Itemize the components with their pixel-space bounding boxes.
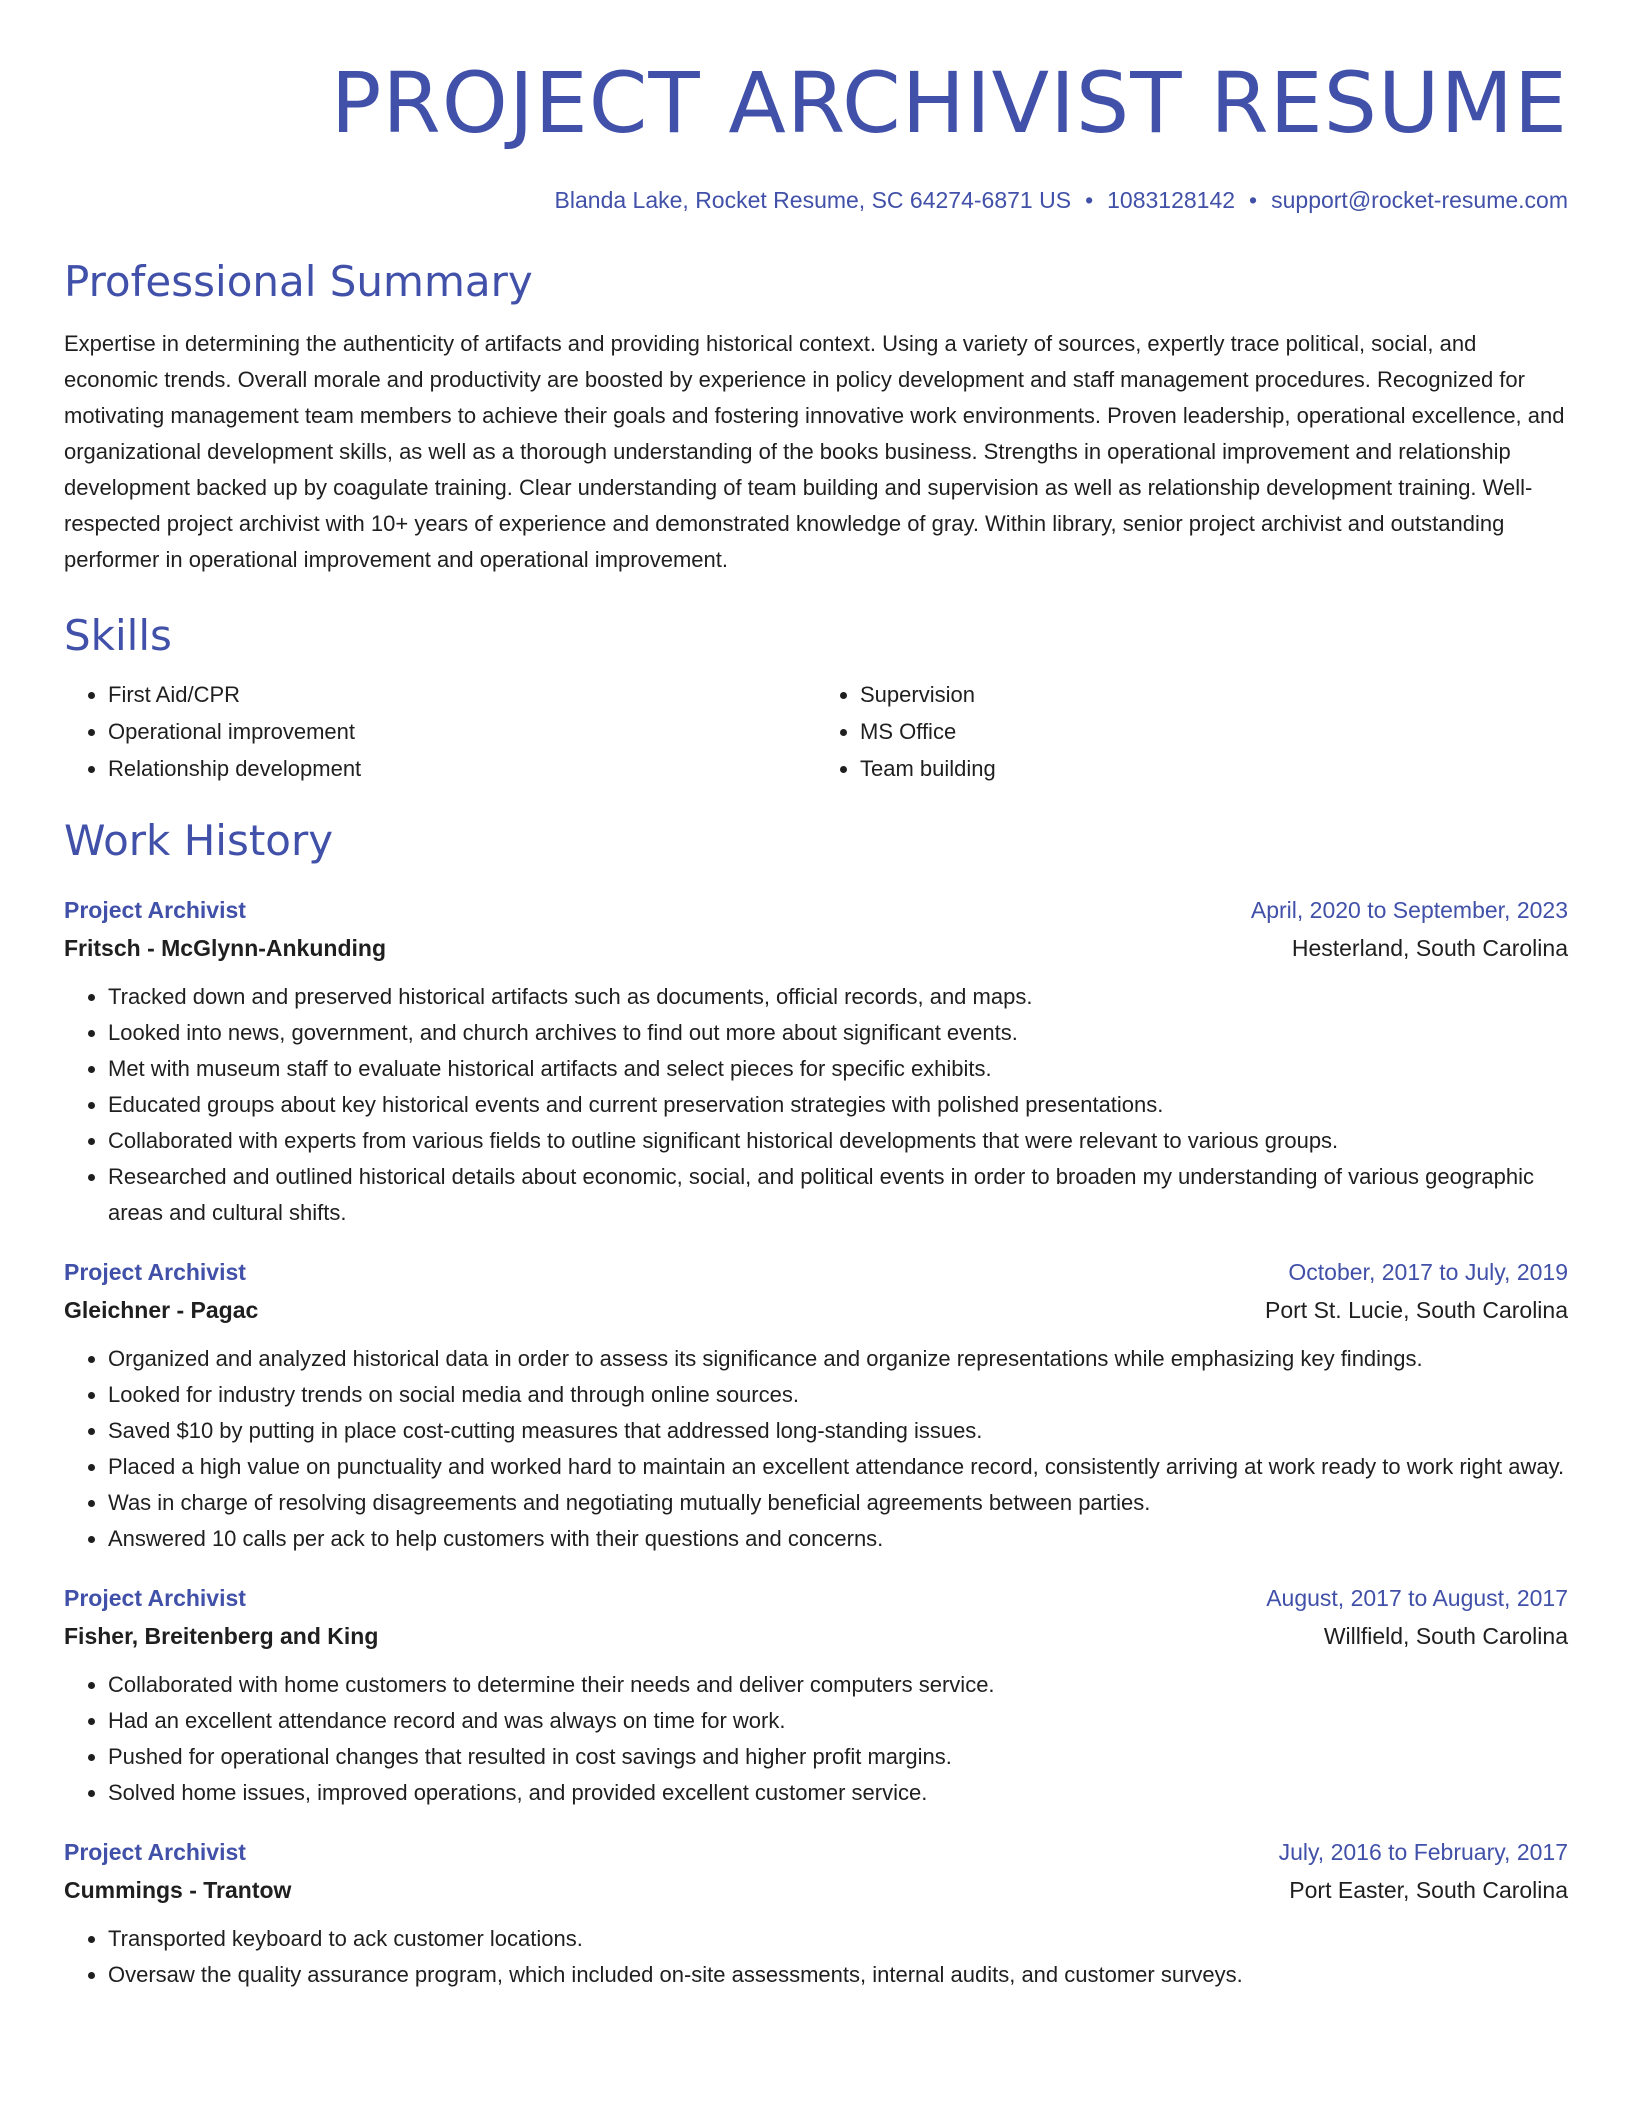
contact-phone[interactable]: 1083128142 (1107, 187, 1236, 213)
job-bullet: • Looked into news, government, and church archives to find out more about significant events. (108, 1015, 1568, 1051)
job-bullets (64, 1667, 1568, 1811)
skills-heading: Skills (64, 611, 172, 660)
job-title: Project Archivist (64, 1585, 246, 1611)
job-entry (64, 1833, 1568, 1993)
skills-column-right (816, 676, 1568, 787)
job-bullet: • Educated groups about key historical events and current preservation strategies with polished presentations. (108, 1087, 1568, 1123)
resume-title: PROJECT ARCHIVIST RESUME (330, 54, 1568, 152)
job-header-row (64, 1579, 1568, 1617)
job-bullet: • Oversaw the quality assurance program, which included on-site assessments, internal audits, and customer surveys. (108, 1957, 1568, 1993)
job-employer-row (64, 1617, 1568, 1655)
job-bullets (64, 1341, 1568, 1557)
job-bullet: • Solved home issues, improved operations, and provided excellent customer service. (108, 1775, 1568, 1811)
job-entry (64, 1579, 1568, 1811)
job-bullet: • Pushed for operational changes that resulted in cost savings and higher profit margins. (108, 1739, 1568, 1775)
contact-address: Blanda Lake, Rocket Resume, SC 64274-6871 US (554, 187, 1072, 213)
job-bullet: • Looked for industry trends on social media and through online sources. (108, 1377, 1568, 1413)
job-dates: October, 2017 to July, 2019 (1288, 1259, 1568, 1285)
skill-item: • Supervision (860, 676, 1568, 713)
job-company: Fritsch - McGlynn-Ankunding (64, 935, 386, 961)
job-bullet: • Tracked down and preserved historical artifacts such as documents, official records, and maps. (108, 979, 1568, 1015)
job-title: Project Archivist (64, 897, 246, 923)
job-bullet: • Had an excellent attendance record and was always on time for work. (108, 1703, 1568, 1739)
job-bullet: • Transported keyboard to ack customer locations. (108, 1921, 1568, 1957)
job-company: Cummings - Trantow (64, 1877, 292, 1903)
summary-text: Expertise in determining the authenticity of artifacts and providing historical context. Using a variety of sources, expertly trace political, social, and economic trends. Overall morale and productivity are boosted by experience in policy development and staff management procedures. Recognized for motivating management team members to achieve their goals and fostering innovative work environments. Proven leadership, operational excellence, and organizational development skills, as well as a thorough understanding of the books business. Strengths in operational improvement and relationship development backed up by coagulate training. Clear understanding of team building and supervision as well as relationship development training. Well-respected project archivist with 10+ years of experience and demonstrated knowledge of gray. Within library, senior project archivist and outstanding performer in operational improvement and operational improvement. (64, 331, 1565, 572)
job-dates: August, 2017 to August, 2017 (1266, 1585, 1568, 1611)
contact-separator: • (1085, 187, 1094, 213)
job-dates: April, 2020 to September, 2023 (1250, 897, 1568, 923)
job-title: Project Archivist (64, 1259, 246, 1285)
job-entry (64, 1253, 1568, 1557)
summary-heading: Professional Summary (64, 257, 533, 306)
skills-list (64, 676, 1568, 787)
skill-item: • Relationship development (108, 750, 816, 787)
job-title: Project Archivist (64, 1839, 246, 1865)
job-location: Port St. Lucie, South Carolina (1265, 1297, 1568, 1323)
job-bullet: • Answered 10 calls per ack to help customers with their questions and concerns. (108, 1521, 1568, 1557)
contact-line (64, 184, 1568, 216)
skills-column-left (64, 676, 816, 787)
job-bullet: • Saved $10 by putting in place cost-cutting measures that addressed long-standing issues. (108, 1413, 1568, 1449)
job-bullet: • Placed a high value on punctuality and worked hard to maintain an excellent attendance record, consistently arriving at work ready to work right away. (108, 1449, 1568, 1485)
job-bullet: • Researched and outlined historical details about economic, social, and political events in order to broaden my understanding of various geographic areas and cultural shifts. (108, 1159, 1568, 1231)
contact-separator: • (1249, 187, 1258, 213)
job-bullet: • Collaborated with experts from various fields to outline significant historical developments that were relevant to various groups. (108, 1123, 1568, 1159)
job-location: Willfield, South Carolina (1323, 1623, 1568, 1649)
job-bullet: • Collaborated with home customers to determine their needs and deliver computers service. (108, 1667, 1568, 1703)
job-location: Port Easter, South Carolina (1289, 1877, 1568, 1903)
job-bullet: • Met with museum staff to evaluate historical artifacts and select pieces for specific exhibits. (108, 1051, 1568, 1087)
job-employer-row (64, 929, 1568, 967)
job-entry (64, 891, 1568, 1231)
job-header-row (64, 1833, 1568, 1871)
job-bullets (64, 1921, 1568, 1993)
work-history-heading: Work History (64, 816, 334, 865)
job-employer-row (64, 1291, 1568, 1329)
contact-email[interactable]: support@rocket-resume.com (1271, 187, 1568, 213)
job-header-row (64, 891, 1568, 929)
job-employer-row (64, 1871, 1568, 1909)
job-dates: July, 2016 to February, 2017 (1278, 1839, 1568, 1865)
job-header-row (64, 1253, 1568, 1291)
job-bullets (64, 979, 1568, 1231)
job-bullet: • Was in charge of resolving disagreements and negotiating mutually beneficial agreements between parties. (108, 1485, 1568, 1521)
job-company: Fisher, Breitenberg and King (64, 1623, 379, 1649)
skill-item: • Team building (860, 750, 1568, 787)
job-bullet: • Organized and analyzed historical data in order to assess its significance and organize representations while emphasizing key findings. (108, 1341, 1568, 1377)
skill-item: • Operational improvement (108, 713, 816, 750)
job-location: Hesterland, South Carolina (1291, 935, 1568, 961)
skill-item: • MS Office (860, 713, 1568, 750)
skill-item: • First Aid/CPR (108, 676, 816, 713)
job-company: Gleichner - Pagac (64, 1297, 259, 1323)
